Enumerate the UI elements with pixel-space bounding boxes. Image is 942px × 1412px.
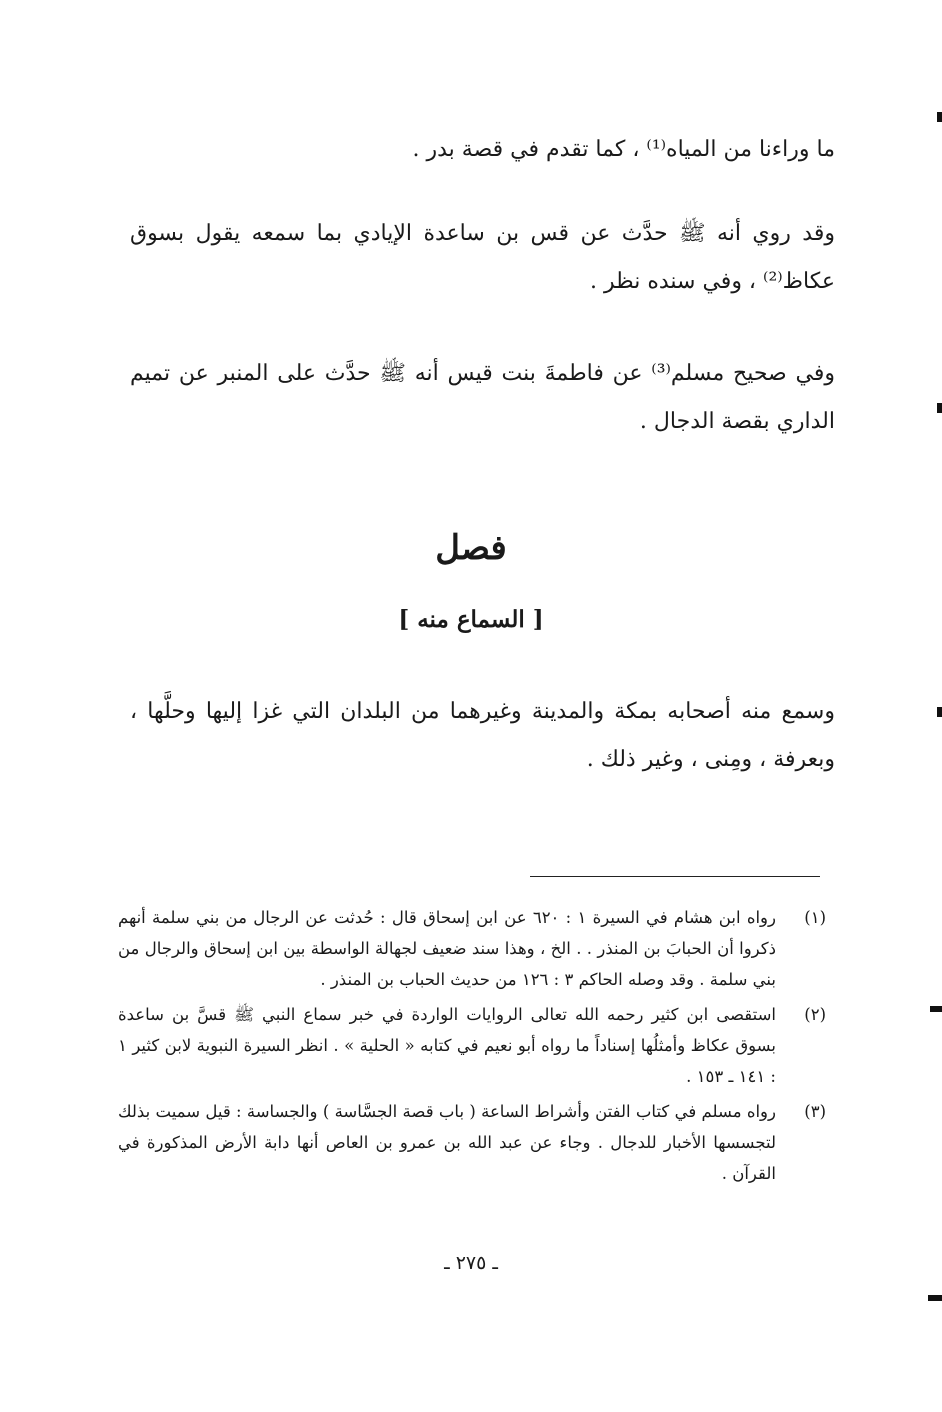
footnote-divider [530, 876, 820, 877]
body-paragraph-2 [130, 210, 835, 306]
footnotes [118, 902, 826, 1193]
body-paragraph-1 [130, 126, 835, 174]
footnote-1 [118, 902, 826, 995]
footnote-text: رواه ابن هشام في السيرة ١ : ٦٢٠ عن ابن إسحاق قال : حُدثت عن الرجال من بني سلمة أنهم ذكروا أن الحبابَ بن المنذر . . الخ ، وهذا سند ضعيف لجهالة الواسطة بين ابن إسحاق والرجال من بني سلمة . وقد وصله الحاكم ٣ : ١٢٦ من حديث الحباب بن المنذر . [118, 908, 776, 989]
scan-edge-mark [937, 403, 942, 413]
paragraph-text: وسمع منه أصحابه بمكة والمدينة وغيرهما من البلدان التي غزا إليها وحلَّها ، وبعرفة ، ومِنى ، وغير ذلك . [130, 699, 835, 772]
body-paragraph-3 [130, 350, 835, 446]
scan-edge-mark [937, 112, 942, 122]
footnote-text: رواه مسلم في كتاب الفتن وأشراط الساعة ( باب قصة الجسَّاسة ) والجساسة : قيل سميت بذلك لتجسسها الأخبار للدجال . وجاء عن عبد الله بن عمرو بن العاص أنها دابة الأرض المذكورة في القرآن . [118, 1102, 776, 1183]
section-subtitle: [ السماع منه ] [398, 606, 544, 633]
page-number: ـ ٢٧٥ ـ [444, 1252, 498, 1274]
paragraph-text: ما وراءنا من المياه⁽¹⁾ ، كما تقدم في قصة بدر . [412, 137, 835, 162]
footnote-text: استقصى ابن كثير رحمه الله تعالى الروايات الواردة في خبر سماع النبي ﷺ قسَّ بن ساعدة بسوق عكاظ وأمثلُها إسناداً ما رواه أبو نعيم في كتابه « الحلية » . انظر السيرة النبوية لابن كثير ١ : ١٤١ ـ ١٥٣ . [118, 1005, 776, 1086]
footnote-number: (٣) [804, 1102, 826, 1121]
footnote-number: (١) [804, 908, 826, 927]
section-paragraph [130, 688, 835, 784]
paragraph-text: وفي صحيح مسلم⁽³⁾ عن فاطمةَ بنت قيس أنه ﷺ حدَّث على المنبر عن تميم الداري بقصة الدجال . [130, 361, 835, 434]
scan-edge-mark [937, 707, 942, 717]
scan-edge-mark [930, 1006, 942, 1012]
scan-edge-mark [928, 1295, 942, 1301]
paragraph-text: وقد روي أنه ﷺ حدَّث عن قس بن ساعدة الإيادي بما سمعه يقول بسوق عكاظ⁽²⁾ ، وفي سنده نظر . [130, 221, 835, 294]
footnote-2 [118, 999, 826, 1092]
footnote-number: (٢) [804, 1005, 826, 1024]
section-title: فصل [435, 528, 507, 568]
footnote-3 [118, 1096, 826, 1189]
